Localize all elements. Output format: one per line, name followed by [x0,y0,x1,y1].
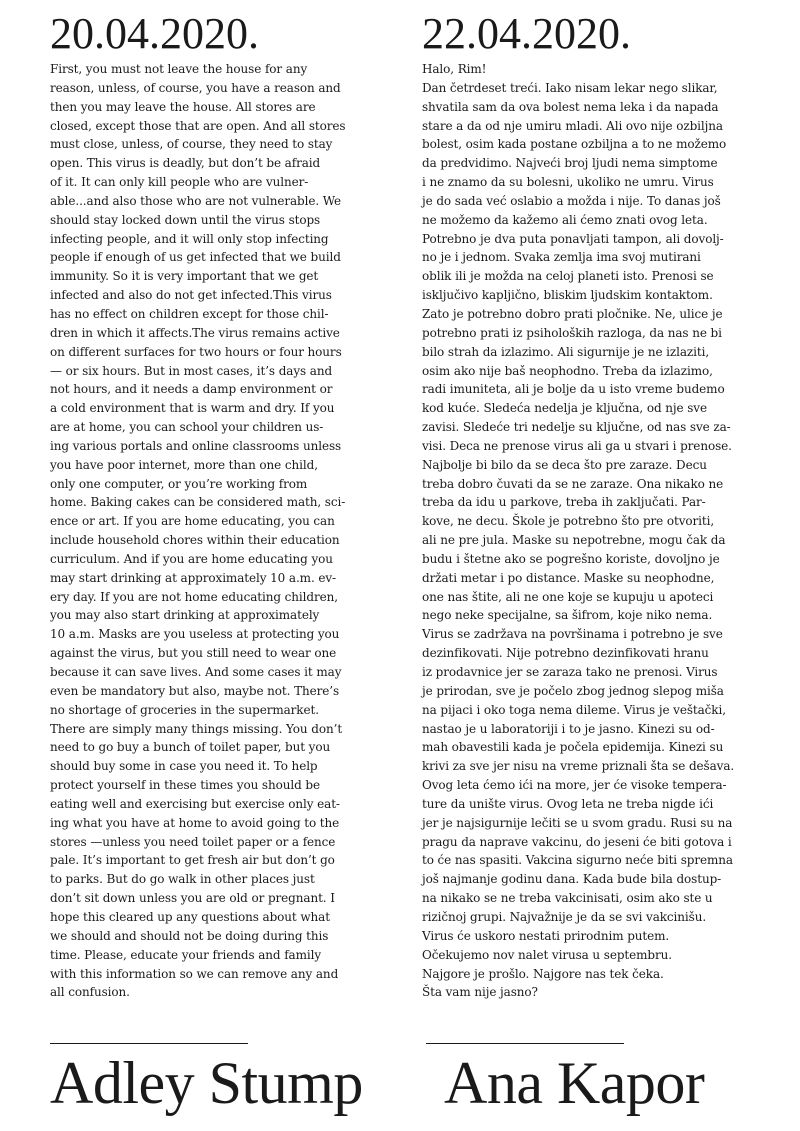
text-line: nego neke specijalne, sa šifrom, koje niko nema. [422,608,713,623]
text-line: with this information so we can remove any and [50,966,339,981]
text-line: to parks. But do go walk in other places just [50,872,315,887]
text-line: je do sada već oslabio a možda i nije. To danas još [422,193,721,208]
text-line: has no effect on children except for those chil- [50,306,329,321]
text-line: protect yourself in these times you should be [50,778,320,793]
text-line: infected and also do not get infected.This virus [50,288,332,303]
text-line: open. This virus is deadly, but don’t be afraid [50,156,321,171]
text-line: not hours, and it needs a damp environment or [50,382,333,397]
left-date-heading: 20.04.2020. [50,9,259,58]
text-line: ence or art. If you are home educating, you can [50,514,335,529]
text-line: bolest, osim kada postane ozbiljna a to ne možemo [422,137,727,152]
text-line: bilo strah da izlazimo. Ali sigurnije je ne izlaziti, [422,344,710,359]
text-line: pale. It’s important to get fresh air but don’t go [50,853,335,868]
text-line: kod kuće. Sledeća nedelja je ključna, od nje sve [422,401,707,416]
text-line: only one computer, or you’re working from [50,476,308,491]
right-body-text [422,60,734,1002]
text-line: you may also start drinking at approximately [50,608,320,623]
text-line: First, you must not leave the house for any [50,62,308,76]
text-line: ali ne pre jula. Maske su nepotrebne, mogu čak da [422,533,726,548]
left-body-text [50,60,345,1002]
text-line: da predvidimo. Najveći broj ljudi nema simptome [422,156,718,171]
text-line: then you may leave the house. All stores are [50,99,316,114]
text-line: no shortage of groceries in the supermarket. [50,702,319,717]
text-line: because it can save lives. And some cases it may [50,665,342,679]
text-line: zavisi. Sledeće tri nedelje su ključne, od nas sve za- [422,420,731,435]
text-line: budu i štetne ako se pogrešno koriste, dovoljno je [422,551,720,566]
text-line: hope this cleared up any questions about what [50,909,330,924]
text-line: potrebno prati iz psiholoških razloga, da nas ne bi [422,325,722,340]
text-line: infecting people, and it will only stop infecting [50,231,329,246]
text-line: we should and should not be doing during this [50,928,329,943]
text-line: should buy some in case you need it. To help [50,759,318,774]
text-line: dezinfikovati. Nije potrebno dezinfikovati hranu [422,646,709,661]
text-line: treba da idu u parkove, treba ih zaključati. Par- [422,495,706,510]
text-line: ery day. If you are not home educating children, [50,589,338,604]
text-line: radi imuniteta, ali je bolje da u isto vreme budemo [422,382,725,397]
text-line: reason, unless, of course, you have a reason and [50,80,341,95]
text-line: Potrebno je dva puta ponavljati tampon, ali dovolj- [422,231,724,246]
text-line: against the virus, but you still need to wear one [50,646,337,661]
text-line: držati metar i po distance. Maske su neophodne, [422,570,715,585]
text-line: mah obavestili kada je počela epidemija. Kinezi su [422,740,724,755]
text-line: must close, unless, of course, they need to stay [50,137,333,152]
text-line: krivi za sve jer nisu na vreme priznali šta se dešava. [422,759,735,774]
text-line: na pijaci i oko toga nema dileme. Virus je veštački, [422,702,726,717]
text-line: 10 a.m. Masks are you useless at protecting you [50,627,340,642]
right-signature-rule [426,1043,624,1044]
text-line: ing what you have at home to avoid going to the [50,815,340,830]
text-line: oblik ili je možda na celoj planeti isto. Prenosi se [422,269,714,284]
text-line: closed, except those that are open. And all stores [50,118,346,133]
text-line: home. Baking cakes can be considered math, sci- [50,495,346,510]
text-line: include household chores within their education [50,533,340,548]
text-line: ing various portals and online classrooms unless [50,438,342,453]
text-line: ture da unište virus. Ovog leta ne treba nigde ići [422,796,714,811]
text-line: shvatila sam da ova bolest nema leka i da napada [422,99,719,114]
text-line: je prirodan, sve je počelo zbog jednog slepog miša [422,683,724,698]
text-line: eating well and exercising but exercise only eat- [50,796,340,811]
text-line: još najmanje godinu dana. Kada bude bila dostup- [422,872,722,887]
text-line: Halo, Rim! [422,62,487,76]
left-author-name: Adley Stump [50,1050,363,1116]
text-line: immunity. So it is very important that we get [50,269,319,284]
text-line: of it. It can only kill people who are vulner- [50,175,309,190]
text-line: rizičnoj grupi. Najvažnije je da se svi vakcinišu. [422,909,707,924]
text-line: people if enough of us get infected that we build [50,250,341,265]
text-line: no je i jednom. Svaka zemlja ima svoj mutirani [422,250,701,265]
text-line: to će nas spasiti. Vakcina sigurno neće biti spremna [422,853,733,868]
text-line: — or six hours. But in most cases, it’s days and [50,363,333,378]
text-line: pragu da naprave vakcinu, do jeseni će biti gotova i [422,834,732,849]
text-line: Najgore je prošlo. Najgore nas tek čeka. [422,966,664,981]
text-line: should stay locked down until the virus stops [50,212,321,227]
text-line: Zato je potrebno dobro prati pločnike. Ne, ulice je [422,306,723,321]
text-line: one nas štite, ali ne one koje se kupuju u apoteci [422,589,714,604]
text-line: nastao je u laboratoriji i to je jasno. Kinezi su od- [422,721,715,736]
text-line: time. Please, educate your friends and family [50,947,322,962]
text-line: you have poor internet, more than one child, [50,457,318,472]
text-line: are at home, you can school your children us- [50,420,324,435]
text-line: curriculum. And if you are home educating you [50,551,333,566]
text-line: a cold environment that is warm and dry. If you [50,401,335,416]
text-line: isključivo kapljično, bliskim ljudskim kontaktom. [422,288,713,303]
text-line: Dan četrdeset treći. Iako nisam lekar nego slikar, [422,80,718,95]
text-line: stores —unless you need toilet paper or a fence [50,834,336,849]
text-line: ne možemo da kažemo ali ćemo znati ovog leta. [422,212,708,227]
text-line: Najbolje bi bilo da se deca što pre zaraze. Decu [422,457,707,472]
text-line: all confusion. [50,985,130,1000]
text-line: visi. Deca ne prenose virus ali ga u stvari i prenose. [422,438,732,453]
text-line: Virus će uskoro nestati prirodnim putem. [422,928,670,943]
text-line: jer je najsigurnije lečiti se u svom gradu. Rusi su na [422,815,733,830]
text-line: i ne znamo da su bolesni, ukoliko ne umru. Virus [422,175,714,190]
text-line: Očekujemo nov nalet virusa u septembru. [422,947,672,962]
text-line: dren in which it affects.The virus remains active [50,325,340,340]
text-line: Ovog leta ćemo ići na more, jer će visoke tempera- [422,778,727,793]
text-line: able...and also those who are not vulnerable. We [50,193,342,208]
text-line: There are simply many things missing. You don’t [50,721,343,736]
text-line: even be mandatory but also, maybe not. There’s [50,683,340,698]
text-line: iz prodavnice jer se zaraza tako ne prenosi. Virus [422,665,718,679]
text-line: treba dobro čuvati da se ne zaraze. Ona nikako ne [422,476,724,491]
left-signature-rule [50,1043,248,1044]
text-line: osim ako nije baš neophodno. Treba da izlazimo, [422,363,713,378]
text-line: stare a da od nje umiru mladi. Ali ovo nije ozbiljna [422,118,723,133]
text-line: may start drinking at approximately 10 a.m. ev- [50,570,337,585]
text-line: don’t sit down unless you are old or pregnant. I [50,891,335,906]
text-line: need to go buy a bunch of toilet paper, but you [50,740,331,755]
right-date-heading: 22.04.2020. [422,9,631,58]
text-line: na nikako se ne treba vakcinisati, osim ako ste u [422,891,713,906]
text-line: kove, ne decu. Škole je potrebno što pre otvoriti, [422,514,715,529]
text-line: Šta vam nije jasno? [422,985,538,1000]
right-author-name: Ana Kapor [444,1050,705,1116]
text-line: on different surfaces for two hours or four hours [50,344,342,359]
text-line: Virus se zadržava na površinama i potrebno je sve [422,627,723,642]
